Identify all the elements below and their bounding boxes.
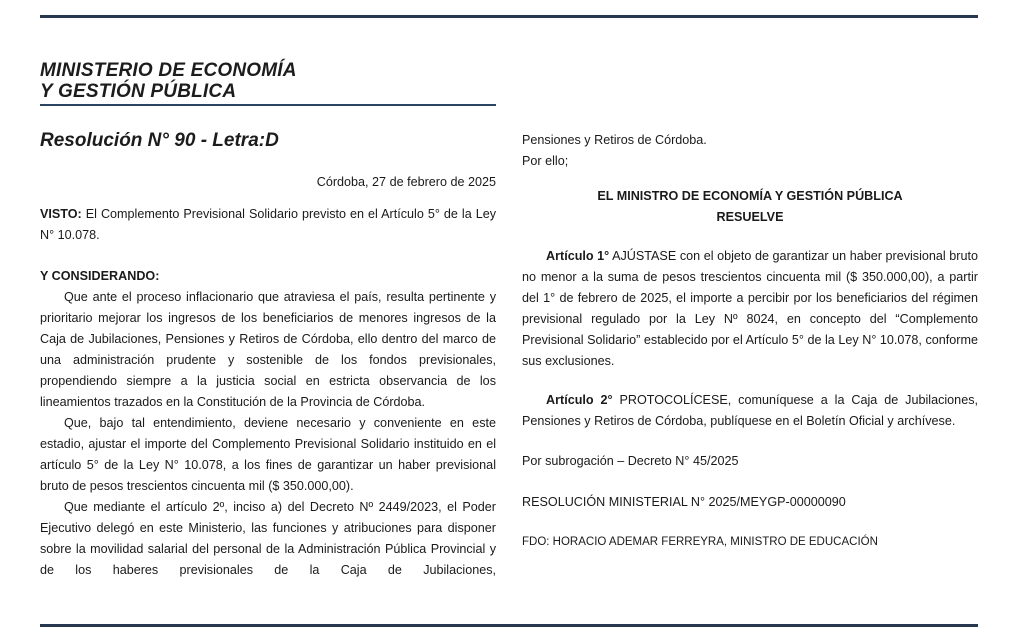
visto-label: VISTO:: [40, 207, 82, 221]
article-2-label: Artículo 2°: [546, 393, 613, 407]
resolution-title: Resolución N° 90 - Letra:D: [40, 130, 279, 151]
ministry-header: [40, 60, 496, 106]
article-1: [522, 246, 978, 372]
subrogacion-note: Por subrogación – Decreto N° 45/2025: [522, 454, 739, 468]
resolution-date: Córdoba, 27 de febrero de 2025: [316, 175, 496, 189]
left-column: [40, 172, 496, 581]
firma: FDO: HORACIO ADEMAR FERREYRA, MINISTRO DE EDUCACIÓN: [522, 536, 878, 548]
ministry-name-line1: MINISTERIO DE ECONOMÍA: [40, 60, 297, 81]
top-rule: [40, 15, 978, 18]
article-1-label: Artículo 1°: [546, 249, 610, 263]
continuation-text: Pensiones y Retiros de Córdoba.: [522, 133, 707, 147]
article-2-text: PROTOCOLÍCESE, comuníquese a la Caja de Jubilaciones, Pensiones y Retiros de Córdoba, publíquese en el Boletín Oficial y archívese.: [522, 393, 978, 428]
considerando-paragraph-3: Que mediante el artículo 2º, inciso a) del Decreto Nº 2449/2023, el Poder Ejecutivo delegó en este Ministerio, las funciones y atribuciones para disponer sobre la movilidad salarial del personal de la Administración Pública Provincial y de los haberes previsionales de la Caja de Jubilaciones,: [40, 500, 496, 577]
visto-paragraph: [40, 204, 496, 246]
visto-text: El Complemento Previsional Solidario previsto en el Artículo 5° de la Ley N° 10.078.: [40, 207, 496, 242]
right-column: [522, 130, 978, 553]
article-1-text: AJÚSTASE con el objeto de garantizar un haber previsional bruto no menor a la suma de pesos trescientos cincuenta mil ($ 350.000,00), a partir del 1° de febrero de 2025, el importe a percibir por los beneficiarios del régimen previsional regulado por la Ley Nº 8024, en concepto del “Complemento Previsional Solidario” establecido por el Artículo 5° de la Ley N° 10.078, conforme sus exclusiones.: [522, 249, 978, 368]
article-2: [522, 390, 978, 432]
ministry-name-line2: Y GESTIÓN PÚBLICA: [40, 81, 237, 102]
considerando-heading: Y CONSIDERANDO:: [40, 269, 160, 283]
considerando-paragraph-2: Que, bajo tal entendimiento, deviene necesario y conveniente en este estadio, ajustar el importe del Complemento Previsional Solidario instituido en el artículo 5° de la Ley N° 10.078, a los fines de garantizar un haber previsional bruto de pesos trescientos cincuenta mil ($ 350.000,00).: [40, 416, 496, 493]
por-ello: Por ello;: [522, 154, 569, 168]
resuelve-heading: RESUELVE: [716, 210, 784, 224]
bottom-rule: [40, 624, 978, 627]
resolucion-ministerial: RESOLUCIÓN MINISTERIAL N° 2025/MEYGP-00000090: [522, 495, 846, 509]
minister-heading: EL MINISTRO DE ECONOMÍA Y GESTIÓN PÚBLICA: [597, 189, 903, 203]
considerando-paragraph-1: Que ante el proceso inflacionario que atraviesa el país, resulta pertinente y prioritario mejorar los ingresos de los beneficiarios de menores ingresos de la Caja de Jubilaciones, Pensiones y Retiros de Córdoba, ello dentro del marco de una administración prudente y sostenible de los fondos previsionales, propendiendo siempre a la justicia social en estricta observancia de los lineamientos trazados en la Constitución de la Provincia de Córdoba.: [40, 290, 496, 409]
